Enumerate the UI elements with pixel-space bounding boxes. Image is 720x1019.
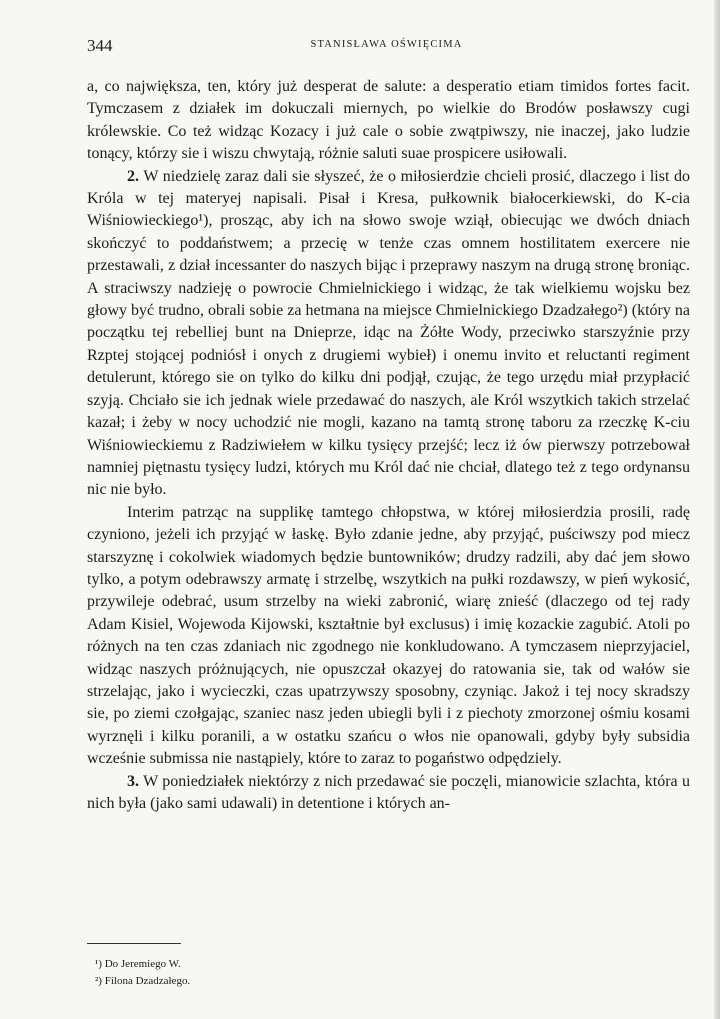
- paragraph: [87, 76, 690, 166]
- scan-edge-shadow: [714, 0, 720, 1019]
- paragraph-text: Interim patrząc na supplikę tamtego chłopstwa, w której miłosierdzia prosili, radę czyniono, jeżeli ich przyjąć w łaskę. Było zdanie jedne, aby przyjąć, puściwszy pod miecz starszyznę i cokolwiek wiadomych będzie buntowników; drudzy radzili, aby dać jem słowo tylko, a potym odebrawszy armatę i strzelbę, wszytkich na pułki rozdawszy, w pień wykosić, przywileje odebrać, usum strzelby na wieki zabronić, wiarę znieść (dlaczego od tej rady Adam Kisiel, Wojewoda Kijowski, kształtnie był exclusus) i imię kozackie zagubić. Atoli po różnych na ten czas zdaniach nic zgodnego nie konkludowano. A tymczasem nieprzyjaciel, widząc naszych próżnujących, nie opuszczał okazyej do ratowania sie, tak od wałów sie strzelając, jako i wycieczki, czas upatrzywszy sposobny, czyniąc. Jakoż i tej nocy skradszy sie, po ziemi czołgając, szaniec nasz jeden ubiegli byli i z piechoty zmorzonej ośmiu kosami wyrznęli i kilku poranili, a w ostatku szańcu o włos nie opanowali, gdyby były subsidia wcześnie submissa nie nastąpiely, które to zaraz to pogaństwo odpędziely.: [87, 503, 690, 768]
- paragraph: [87, 166, 690, 502]
- paragraph-number: 3.: [127, 772, 139, 790]
- footnote: ¹) Do Jeremiego W.: [95, 958, 181, 970]
- body-text: [87, 76, 690, 815]
- footnotes: [87, 956, 190, 990]
- running-head: STANISŁAWA OŚWIĘCIMA: [310, 39, 463, 50]
- footnote: ²) Filona Dzadzałego.: [95, 975, 191, 987]
- page-number: 344: [87, 36, 113, 55]
- paragraph: [87, 771, 690, 816]
- paragraph-text: W poniedziałek niektórzy z nich przedawać sie poczęli, mianowicie szlachta, która u nich była (jako sami udawali) in detentione i których an-: [87, 772, 690, 812]
- paragraph-text: W niedzielę zaraz dali sie słyszeć, że o miłosierdzie chcieli prosić, dlaczego i list do Króla w tej materyej napisali. Pisał i Kresa, pułkownik białocerkiewski, do K-cia Wiśniowieckiego¹), prosząc, aby ich na słowo swoje wziął, obiecując we dwóch dniach skończyć to poddaństwem; a przecię w tenże czas omnem hostilitatem exercere nie przestawali, z dział incessanter do naszych bijąc i przeprawy naszym na drugą stronę broniąc. A straciwszy nadzieję o powrocie Chmielnickiego i widząc, że tak wielkiemu wojsku bez głowy być trudno, obrali sobie za hetmana na miejsce Chmielnickiego Dzadzałego²) (który na początku tej rebelliej bunt na Dnieprze, idąc na Żółte Wody, przeciwko starszyźnie przy Rzptej stojącej podniósł i onych z drugiemi wybieł) i onemu invito et reluctanti regiment detulerunt, którego sie on tylko do kilku dni podjął, czując, że tego urzędu miał przypłacić szyją. Chciało sie ich jednak wiele przedawać do naszych, ale Król wszytkich takich strzelać kazał; i żeby w nocy uchodzić nie mogli, kazano na tamtą stronę taboru za rzeczkę K-ciu Wiśniowieckiemu z Radziwiełem w kilku tysięcy przejść; lecz iż ów pierwszy potrzebował namniej piętnastu tysięcy ludzi, których mu Król dać nie chciał, dlatego też z tego ordynansu nic nie było.: [87, 167, 690, 499]
- footnote-divider: [87, 943, 181, 944]
- paragraph-text: a, co największa, ten, który już desperat de salute: a desperatio etiam timidos fortes facit. Tymczasem z działek im dokuczali miernych, po wielkie do Brodów posławszy cugi królewskie. Co też widząc Kozacy i już cale o sobie zwątpiwszy, nie inaczej, jako ludzie tonący, którzy sie i wiszu chwytają, różnie saluti suae prospicere usiłowali.: [87, 78, 690, 163]
- page-header: [87, 36, 686, 58]
- paragraph: [87, 502, 690, 771]
- paragraph-number: 2.: [127, 167, 139, 185]
